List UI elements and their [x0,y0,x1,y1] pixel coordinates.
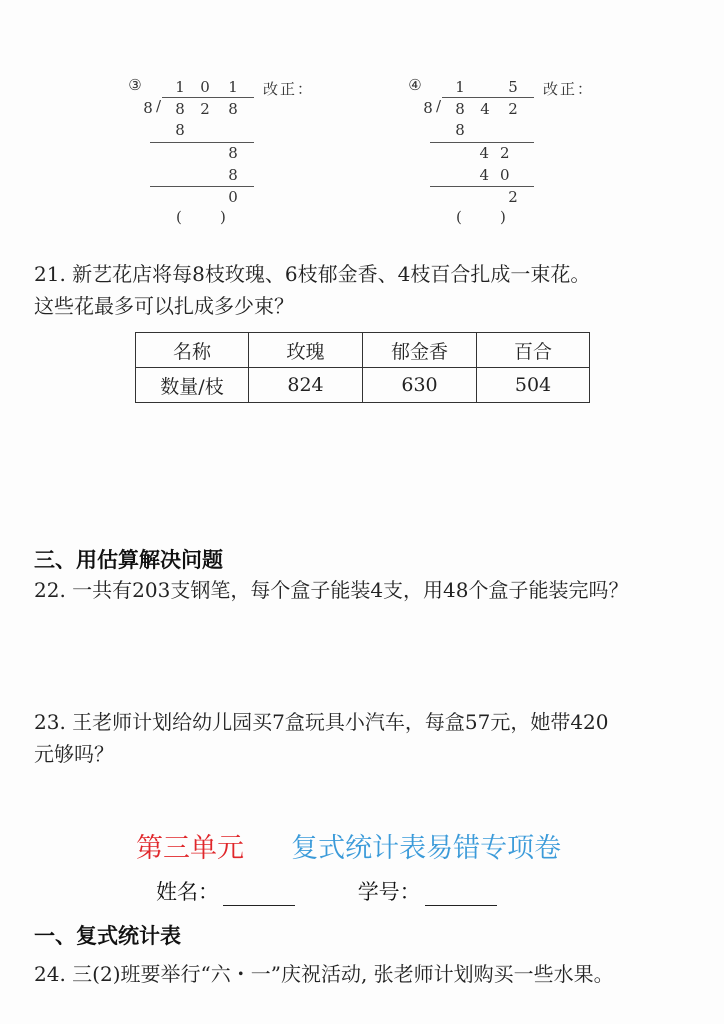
table-cell: 630 [363,368,477,403]
dividend-digit: 8 [228,100,238,118]
quotient-digit: 5 [508,78,518,96]
step-value: 8 [228,144,238,162]
section-3-title: 三、用估算解决问题 [34,548,223,572]
step-value: 0 [228,188,238,206]
flower-quantity-table [135,332,590,403]
step-line [150,186,254,187]
unit-title-blue: 复式统计表易错专项卷 [291,833,562,864]
quotient-digit: 1 [455,78,465,96]
division-bar [442,97,534,98]
table-header-cell: 郁金香 [363,333,477,368]
divisor: 8 [143,99,153,117]
dividend-digit: 8 [455,100,465,118]
table-cell: 824 [249,368,363,403]
step-value: 2 [508,188,518,206]
table-row [136,368,590,403]
section-1-title: 一、复式统计表 [34,924,181,948]
divisor: 8 [423,99,433,117]
answer-bracket[interactable]: ( ) [456,208,506,226]
step-value: 8 [175,121,185,139]
student-id-label: 学号： [357,880,421,904]
division-problem-3 [118,76,358,236]
step-value: 42 [479,144,521,162]
unit-title-red: 第三单元 [136,833,244,864]
division-bar [162,97,254,98]
quotient-digit: 1 [175,78,185,96]
correction-label: 改正： [263,80,315,98]
question-21 [34,258,590,322]
step-value: 8 [228,166,238,184]
problem-marker: ③ [128,76,142,94]
question-24: 24. 三(2)班要举行“六・一”庆祝活动, 张老师计划购买一些水果。 [34,962,614,986]
step-value: 8 [455,121,465,139]
question-23-line1: 23. 王老师计划给幼儿园买7盒玩具小汽车，每盒57元，她带420 [34,710,609,734]
step-line [430,186,534,187]
dividend-digit: 2 [508,100,518,118]
student-id-field[interactable] [425,885,497,906]
dividend-digit: 8 [175,100,185,118]
question-21-line2: 这些花最多可以扎成多少束？ [34,294,294,318]
name-field[interactable] [223,885,295,906]
dividend-digit: 2 [200,100,210,118]
name-label: 姓名： [156,880,219,904]
dividend-digit: 4 [480,100,490,118]
table-cell: 数量/枝 [136,368,249,403]
question-22: 22. 一共有203支钢笔，每个盒子能装4支，用48个盒子能装完吗？ [34,578,629,602]
question-23-line2: 元够吗？ [34,742,114,766]
question-23 [34,706,609,770]
table-cell: 504 [477,368,590,403]
answer-bracket[interactable]: ( ) [176,208,226,226]
table-header-cell: 名称 [136,333,249,368]
quotient-digit: 0 [200,78,210,96]
division-problem-4 [398,76,638,236]
quotient-digit: 1 [228,78,238,96]
table-header-row [136,333,590,368]
division-bracket: / [156,97,162,115]
step-line [150,142,254,143]
table-header-cell: 百合 [477,333,590,368]
step-value: 40 [479,166,521,184]
student-info-row [156,876,497,906]
table-header-cell: 玫瑰 [249,333,363,368]
question-21-line1: 21. 新艺花店将每8枝玫瑰、6枝郁金香、4枝百合扎成一束花。 [34,262,591,286]
unit-3-title [136,826,561,865]
step-line [430,142,534,143]
division-bracket: / [436,97,442,115]
problem-marker: ④ [408,76,422,94]
correction-label: 改正： [543,80,595,98]
